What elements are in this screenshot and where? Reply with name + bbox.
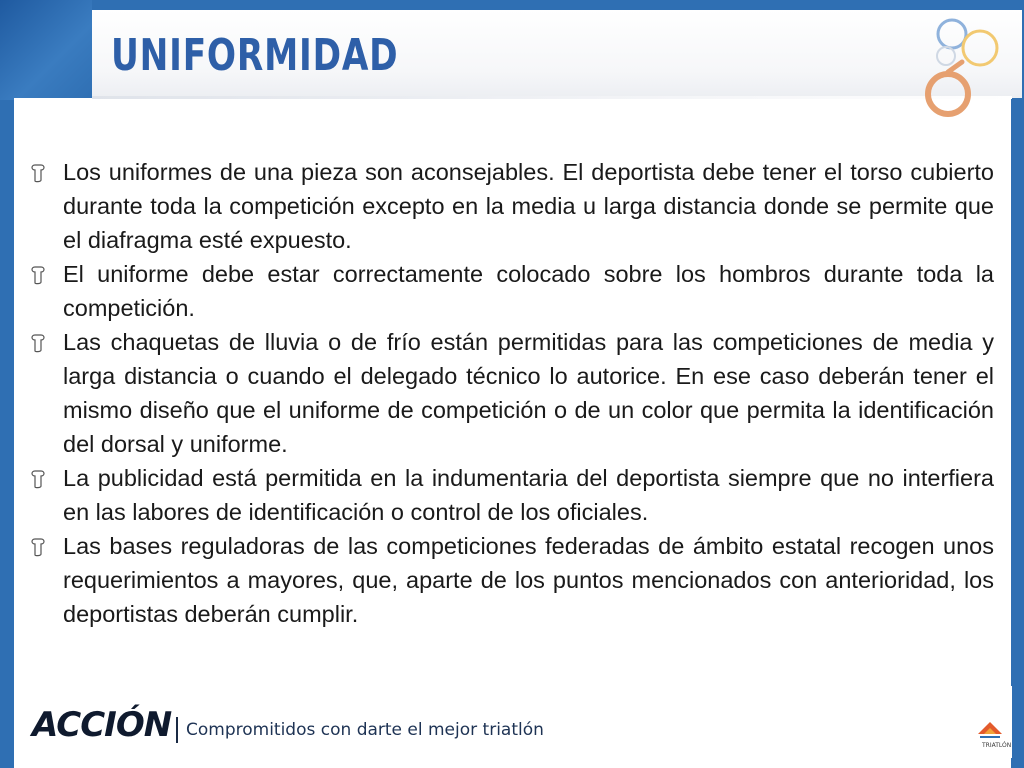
scroll-bullet-icon xyxy=(30,529,63,563)
footer-divider xyxy=(176,717,178,743)
scroll-bullet-icon xyxy=(30,325,63,359)
scroll-bullet-icon xyxy=(30,257,63,291)
page-title: UNIFORMIDAD xyxy=(111,30,399,81)
scroll-bullet-icon xyxy=(30,461,63,495)
bullet-text: Las chaquetas de lluvia o de frío están permitidas para las competiciones de media y larga distancia o cuando el delegado técnico lo autorice. En ese caso deberán tener el mismo diseño que el uniforme de competición o de un color que permita la identificación del dorsal y uniforme. xyxy=(63,329,994,457)
footer-tagline: Compromitidos con darte el mejor triatlón xyxy=(186,720,544,740)
bullet-item-4 xyxy=(30,461,994,529)
bullet-text: El uniforme debe estar correctamente colocado sobre los hombros durante toda la competición. xyxy=(63,261,994,321)
rings-logo-icon xyxy=(918,14,1010,124)
triathlon-logo-label: TRIATLÓN xyxy=(982,742,1012,749)
brand-logo: ACCIÓN xyxy=(32,705,172,745)
bullet-item-1 xyxy=(30,155,994,257)
frame-corner xyxy=(0,0,92,100)
bullet-text: Las bases reguladoras de las competiciones federadas de ámbito estatal recogen unos requerimientos a mayores, que, aparte de los puntos mencionados con anterioridad, los deportistas deberán cumplir. xyxy=(63,533,994,627)
header-divider xyxy=(92,96,1012,99)
bullet-item-3 xyxy=(30,325,994,461)
scroll-bullet-icon xyxy=(30,155,63,189)
bullet-text: Los uniformes de una pieza son aconsejables. El deportista debe tener el torso cubierto durante toda la competición excepto en la media u larga distancia donde se permite que el diafragma esté expuesto. xyxy=(63,159,994,253)
bullet-text: La publicidad está permitida en la indumentaria del deportista siempre que no interfiera en las labores de identificación o control de los oficiales. xyxy=(63,465,994,525)
bullet-list xyxy=(30,155,994,631)
bullet-item-2 xyxy=(30,257,994,325)
bullet-item-5 xyxy=(30,529,994,631)
